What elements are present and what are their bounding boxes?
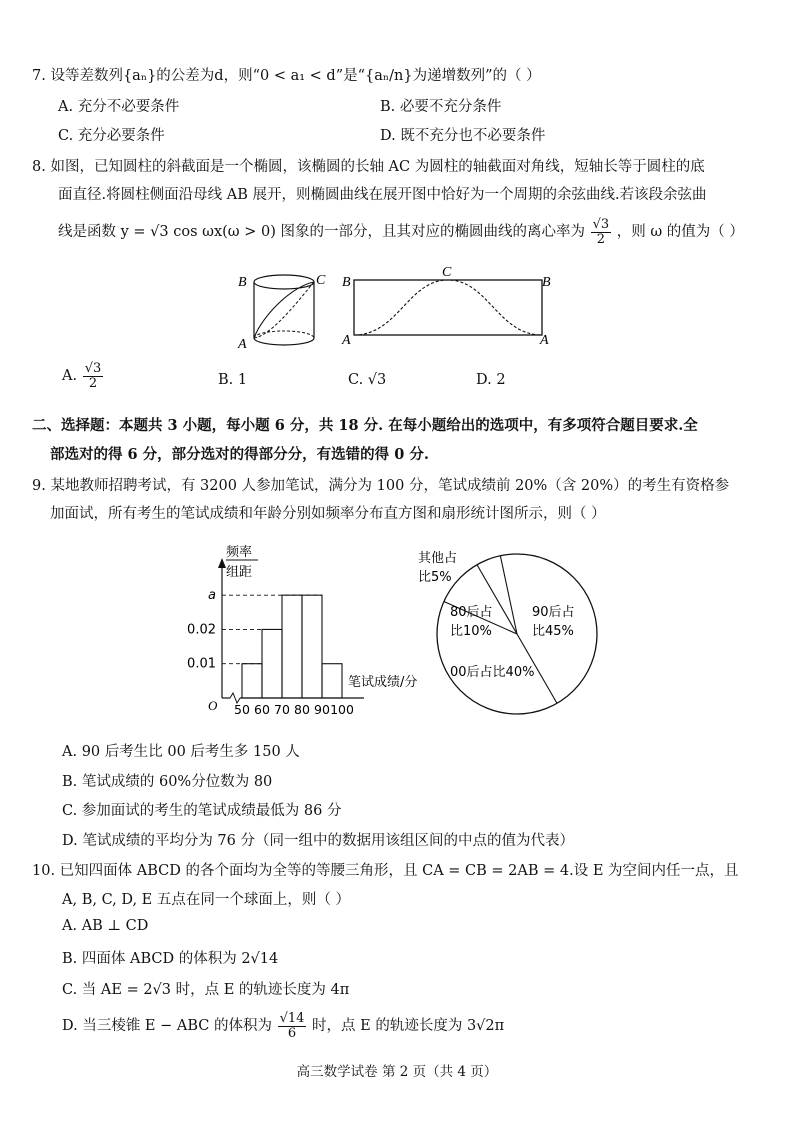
hist-y-tick: 0.01: [187, 656, 216, 672]
q8-line-3-tail: ，则 ω 的值为（ ）: [616, 224, 744, 241]
unroll-label-b-left: B: [342, 275, 351, 290]
unroll-label-a-left: A: [342, 333, 351, 348]
q9-line-1: 9. 某地教师招聘考试，有 3200 人参加笔试，满分为 100 分，笔试成绩前 20%（含 20%）的考生有资格参: [32, 478, 730, 494]
q10-option-a: A. AB ⊥ CD: [62, 918, 149, 934]
q10-option-d: [62, 1012, 504, 1040]
unrolled-figure: [338, 262, 560, 348]
hist-x-tick: 60: [254, 702, 270, 716]
q10-line-1: 10. 已知四面体 ABCD 的各个面均为全等的等腰三角形，且 CA = CB = 2AB = 4.设 E 为空间内任一点，且: [32, 863, 739, 879]
q7-option-c: C. 充分必要条件: [58, 128, 165, 144]
q7-option-b: B. 必要不充分条件: [380, 99, 502, 115]
unroll-label-c: C: [442, 265, 452, 280]
unroll-label-b-right: B: [542, 275, 551, 290]
pie-label-other-2: 比5%: [418, 570, 452, 585]
q9-option-c: C. 参加面试的考生的笔试成绩最低为 86 分: [62, 803, 342, 819]
q8-option-b: B. 1: [218, 372, 248, 388]
hist-bar: [262, 629, 282, 698]
cyl-label-a: A: [238, 337, 247, 352]
q10-line-2: A, B, C, D, E 五点在同一个球面上，则（ ）: [62, 892, 350, 908]
q9-option-b: B. 笔试成绩的 60%分位数为 80: [62, 774, 273, 790]
hist-xlabel: 笔试成绩/分: [348, 675, 418, 690]
cyl-label-b: B: [238, 275, 247, 290]
q8-line-3-text: 线是函数 y = √3 cos ωx(ω > 0) 图象的一部分，且其对应的椭圆曲线的离心率为: [58, 224, 585, 241]
eccentricity-fraction: [591, 218, 612, 246]
section-2-line-1: 二、选择题：本题共 3 小题，每小题 6 分，共 18 分. 在每小题给出的选项中，有多项符合题目要求.全: [32, 417, 698, 434]
hist-x-tick: 90: [314, 702, 330, 716]
unroll-label-a-right: A: [540, 333, 549, 348]
q10-option-d-fraction: [278, 1012, 307, 1040]
q8-option-d: D. 2: [476, 372, 506, 388]
hist-bar: [242, 664, 262, 698]
hist-x-tick: 100: [330, 702, 354, 716]
hist-y-arrow: [218, 558, 226, 568]
q8-option-a-fraction: [83, 362, 104, 390]
pie-label-80-2: 比10%: [450, 624, 492, 639]
q8-line-1: 8. 如图，已知圆柱的斜截面是一个椭圆，该椭圆的长轴 AC 为圆柱的轴截面对角线，短轴长等于圆柱的底: [32, 159, 705, 175]
q10-option-b: B. 四面体 ABCD 的体积为 2√14: [62, 951, 279, 967]
hist-x-tick: 70: [274, 702, 290, 716]
page-footer: 高三数学试卷 第 2 页（共 4 页）: [296, 1064, 498, 1080]
q9-option-a: A. 90 后考生比 00 后考生多 150 人: [62, 744, 300, 760]
q7-stem: 7. 设等差数列{aₙ}的公差为d，则“0 < a₁ < d”是“{aₙ/n}为递增数列”的（ ）: [32, 68, 541, 84]
q10-option-d-den: 6: [287, 1025, 297, 1041]
pie-label-90-1: 90后占: [532, 605, 575, 620]
q7-option-a: A. 充分不必要条件: [58, 99, 180, 115]
ecc-denominator: 2: [596, 231, 606, 247]
pie-label-90-2: 比45%: [532, 624, 574, 639]
hist-ylabel-bottom: 组距: [226, 565, 253, 580]
histogram-chart: [186, 540, 446, 716]
q9-line-2: 加面试，所有考生的笔试成绩和年龄分别如频率分布直方图和扇形统计图所示，则（ ）: [50, 506, 606, 522]
q8-option-a: [62, 362, 104, 390]
section-2-line-2: 部选对的得 6 分，部分选对的得部分分，有选错的得 0 分.: [50, 446, 429, 463]
q8-line-2: 面直径.将圆柱侧面沿母线 AB 展开，则椭圆曲线在展开图中恰好为一个周期的余弦曲线.若该段余弦曲: [58, 187, 707, 203]
cyl-label-c: C: [316, 273, 326, 288]
hist-x-tick: 50: [234, 702, 250, 716]
q8-line-3: [58, 218, 744, 246]
hist-y-tick: 0.02: [187, 622, 216, 638]
pie-label-00: 00后占比40%: [450, 665, 535, 680]
q7-option-d: D. 既不充分也不必要条件: [380, 128, 546, 144]
q8-option-a-den: 2: [88, 375, 98, 391]
q8-option-c: C. √3: [348, 372, 387, 388]
hist-origin: O: [208, 698, 218, 713]
pie-slice-boundary: [500, 556, 517, 634]
q8-option-a-prefix: A.: [62, 368, 78, 385]
cylinder-figure: [232, 266, 332, 354]
hist-bar: [282, 595, 302, 698]
q9-option-d: D. 笔试成绩的平均分为 76 分（同一组中的数据用该组区间的中点的值为代表）: [62, 833, 574, 849]
pie-label-80-1: 80后占: [450, 605, 493, 620]
q10-option-d-text-a: D. 当三棱锥 E − ABC 的体积为: [62, 1018, 272, 1035]
pie-label-other-1: 其他占: [418, 551, 458, 566]
pie-chart: [410, 540, 620, 722]
q10-option-d-num: √14: [279, 1011, 305, 1026]
hist-x-tick: 80: [294, 702, 310, 716]
q8-option-a-num: √3: [84, 361, 102, 376]
hist-ylabel-top: 频率: [226, 545, 253, 560]
ecc-numerator: √3: [592, 217, 610, 232]
hist-bar: [302, 595, 322, 698]
hist-y-tick: a: [208, 588, 216, 604]
q10-option-c: C. 当 AE = 2√3 时，点 E 的轨迹长度为 4π: [62, 982, 350, 998]
hist-bar: [322, 664, 342, 698]
q10-option-d-text-b: 时，点 E 的轨迹长度为 3√2π: [312, 1018, 505, 1035]
